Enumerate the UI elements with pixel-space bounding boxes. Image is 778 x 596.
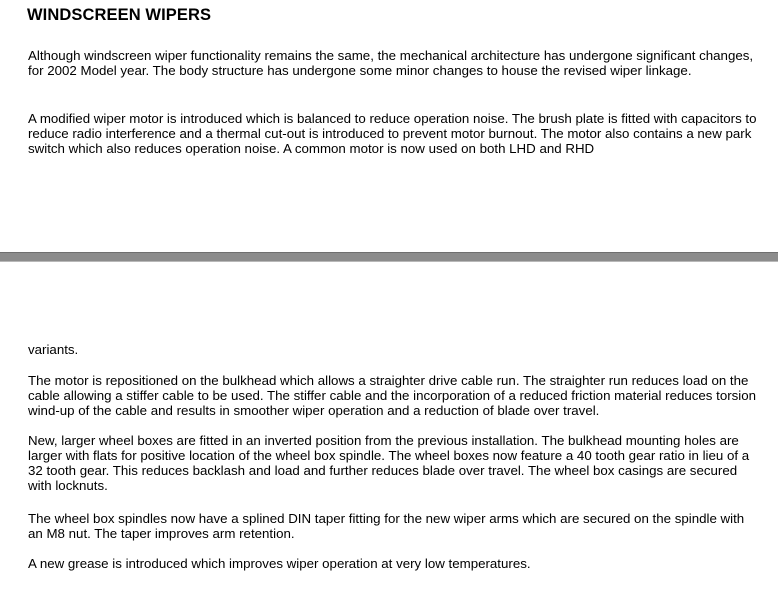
paragraph-wiper-motor: A modified wiper motor is introduced which is balanced to reduce operation noise. The brush plate is fitted with capacitors to reduce radio interference and a thermal cut-out is introduced to prevent motor burnout. The motor also contains a new park switch which also reduces operation noise. A common motor is now used on both LHD and RHD — [28, 111, 757, 156]
paragraph-wheel-boxes: New, larger wheel boxes are fitted in an inverted position from the previous installation. The bulkhead mounting holes are larger with flats for positive location of the wheel box spindle. The wheel boxes now feature a 40 tooth gear ratio in lieu of a 32 tooth gear. This reduces backlash and load and further reduces blade over travel. The wheel box casings are secured with locknuts. — [28, 433, 750, 493]
paragraph-functionality: Although windscreen wiper functionality remains the same, the mechanical architecture has undergone significant changes, for 2002 Model year. The body structure has undergone some minor changes to house the revised wiper linkage. — [28, 48, 754, 78]
page-break-divider — [0, 252, 778, 262]
document-page-bottom — [0, 262, 778, 596]
paragraph-new-grease: A new grease is introduced which improves wiper operation at very low temperatures. — [28, 556, 531, 571]
document-title: WINDSCREEN WIPERS — [27, 6, 212, 24]
paragraph-variants-continuation: variants. — [28, 342, 79, 357]
paragraph-wheel-box-spindles: The wheel box spindles now have a splined DIN taper fitting for the new wiper arms which are secured on the spindle with an M8 nut. The taper improves arm retention. — [28, 511, 745, 541]
paragraph-motor-repositioned: The motor is repositioned on the bulkhead which allows a straighter drive cable run. The straighter run reduces load on the cable allowing a stiffer cable to be used. The stiffer cable and the incorporation of a reduced friction material reduces torsion wind-up of the cable and results in smoother wiper operation and a reduction of blade over travel. — [28, 373, 757, 418]
document-page-top — [0, 0, 778, 252]
